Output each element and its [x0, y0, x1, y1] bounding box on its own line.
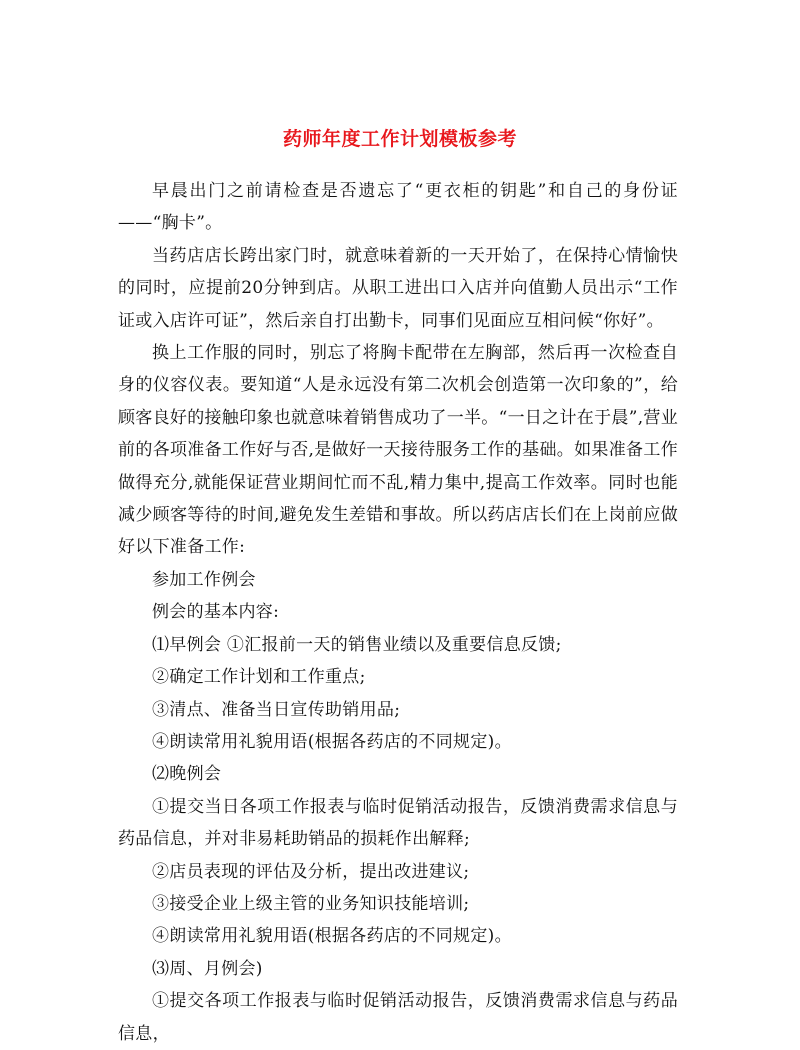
document-title: 药师年度工作计划模板参考	[282, 127, 517, 150]
paragraph-meeting-content: 例会的基本内容:	[152, 602, 280, 623]
list-item-weekly-monthly-meeting: ⑶周、月例会)	[152, 958, 263, 979]
list-item-evening-meeting: ⑵晚例会	[152, 764, 222, 785]
list-item-daily-report: ①提交当日各项工作报表与临时促销活动报告，反馈消费需求信息与药品信息，并对非易耗助销品的损耗作出解释;	[118, 796, 678, 850]
paragraph-arrival: 当药店店长跨出家门时，就意味着新的一天开始了，在保持心情愉快的同时，应提前20分钟到店。从职工进出口入店并向值勤人员出示“工作证或入店许可证”，然后亲自打出勤卡，同事们见面应互相问候“你好”。	[118, 245, 678, 331]
list-item-work-plan: ②确定工作计划和工作重点;	[152, 667, 366, 688]
list-item-training: ③接受企业上级主管的业务知识技能培训;	[152, 893, 470, 914]
paragraph-uniform: 换上工作服的同时，别忘了将胸卡配带在左胸部，然后再一次检查自身的仪容仪表。要知道“人是永远没有第二次机会创造第一次印象的”，给顾客良好的接触印象也就意味着销售成功了一半。“一日之计在于晨”,营业前的各项准备工作好与否,是做好一天接待服务工作的基础。如果准备工作做得充分,就能保证营业期间忙而不乱,精力集中,提高工作效率。同时也能减少顾客等待的时间,避免发生差错和事故。所以药店店长们在上岗前应做好以下准备工作:	[118, 343, 678, 558]
list-item-courtesy-phrases: ④朗读常用礼貌用语(根据各药店的不同规定)。	[152, 731, 512, 752]
paragraph-meeting-heading: 参加工作例会	[152, 569, 256, 590]
list-item-promo-supplies: ③清点、准备当日宣传助销用品;	[152, 699, 401, 720]
document-body	[118, 175, 678, 1050]
list-item-staff-evaluation: ②店员表现的评估及分析，提出改进建议;	[152, 861, 470, 882]
list-item-periodic-report: ①提交各项工作报表与临时促销活动报告，反馈消费需求信息与药品信息，	[118, 991, 678, 1044]
paragraph-reminder: 早晨出门之前请检查是否遗忘了“更衣柜的钥匙”和自己的身份证——“胸卡”。	[118, 181, 678, 234]
list-item-morning-meeting: ⑴早例会 ①汇报前一天的销售业绩以及重要信息反馈;	[152, 634, 562, 655]
list-item-courtesy-phrases-evening: ④朗读常用礼貌用语(根据各药店的不同规定)。	[152, 926, 512, 947]
